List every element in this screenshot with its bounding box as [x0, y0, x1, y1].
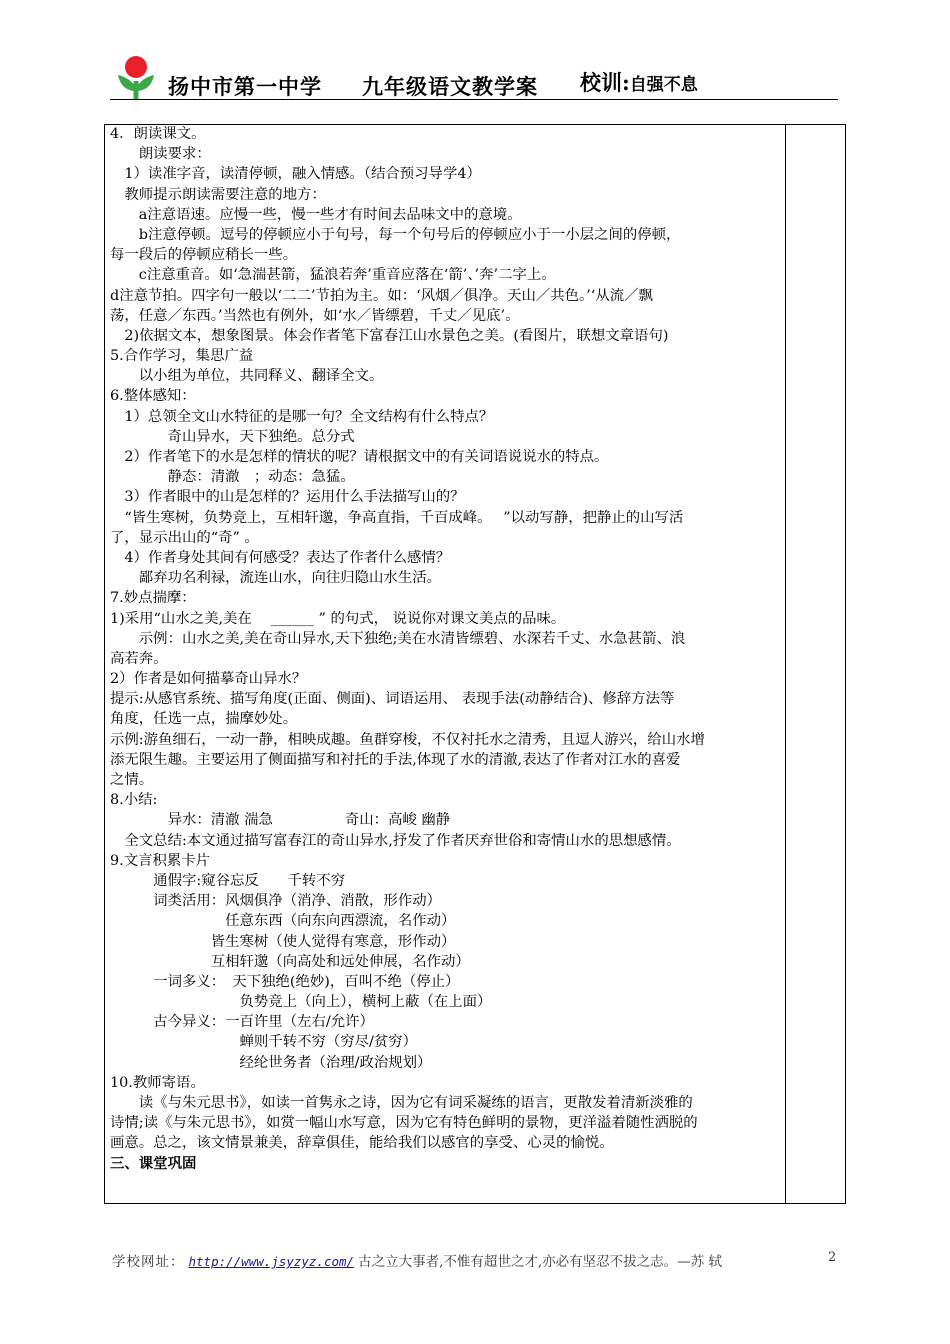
- content-line: 负势竞上（向上），横柯上蔽（在上面）: [110, 994, 492, 1011]
- content-line: 蝉则千转不穷（穷尽/贫穷）: [110, 1034, 418, 1051]
- content-line: 每一段后的停顿应稍长一些。: [110, 247, 298, 264]
- school-motto: [580, 67, 698, 97]
- header-divider: [110, 99, 838, 100]
- content-line: 1）读准字音，读清停顿，融入情感。（结合预习导学4）: [110, 166, 481, 183]
- content-line: 教师提示朗读需要注意的地方：: [110, 186, 326, 203]
- content-line: “皆生寒树，负势竞上，互相轩邈，争高直指，千百成峰。 ”以动写静，把静止的山写活: [110, 509, 684, 526]
- document-title: 九年级语文教学案: [362, 74, 538, 99]
- notes-column: [786, 124, 846, 1204]
- content-line: 皆生寒树（使人觉得有寒意，形作动）: [110, 933, 456, 950]
- content-line: 添无限生趣。主要运用了侧面描写和衬托的手法,体现了水的清澈,表达了作者对江水的喜爱: [110, 751, 681, 768]
- content-line: 之情。: [110, 772, 154, 788]
- content-line: 7.妙点揣摩：: [110, 590, 196, 607]
- content-line: 异水：清澈 湍急 奇山：高峻 幽静: [110, 812, 451, 829]
- content-line: 高若奔。: [110, 650, 168, 667]
- content-line: 2）作者是如何描摹奇山异水？: [110, 671, 307, 688]
- page-header: [110, 55, 840, 101]
- content-line: 示例:游鱼细石，一动一静，相映成趣。鱼群穿梭，不仅衬托水之清秀，且逗人游兴，给山水增: [110, 731, 705, 748]
- content-line: 1)采用“山水之美,美在 ______ ” 的句式， 说说你对课文美点的品味。: [110, 610, 566, 627]
- page-footer: [112, 1250, 852, 1270]
- content-line: 读《与朱元思书》，如读一首隽永之诗，因为它有词采凝练的语言，更散发着清新淡雅的: [110, 1095, 693, 1111]
- content-line: 荡，任意／东西。’当然也有例外，如‘水／皆缥碧，千丈／见底’。: [110, 307, 520, 324]
- content-line: 1）总领全文山水特征的是哪一句？全文结构有什么特点？: [110, 408, 494, 425]
- school-logo-icon: [114, 55, 158, 99]
- content-line: d注意节拍。四字句一般以‘二二’节拍为主。如：‘风烟／俱净。天山／共色。’‘从流／飘: [110, 287, 653, 304]
- content-line: 画意。总之，该文情景兼美，辞章俱佳，能给我们以感官的享受、心灵的愉悦。: [110, 1135, 614, 1152]
- content-line: 示例：山水之美,美在奇山异水,天下独绝;美在水清皆缥碧、水深若千丈、水急甚箭、浪: [110, 630, 686, 647]
- content-line: 经纶世务者（治理/政治规划）: [110, 1054, 432, 1071]
- content-line: 提示:从感官系统、描写角度(正面、侧面)、词语运用、 表现手法(动静结合)、修辞方法等: [110, 691, 675, 708]
- school-website-link[interactable]: http://www.jsyzyz.com/: [188, 1254, 355, 1269]
- lesson-content: [110, 124, 784, 1174]
- content-line: 2）作者笔下的水是怎样的情状的呢？请根据文中的有关词语说说水的特点。: [110, 449, 609, 465]
- content-line: 词类活用：风烟俱净（消净、消散，形作动）: [110, 893, 441, 910]
- footer-label: 学校网址：: [112, 1254, 185, 1270]
- content-line: 10.教师寄语。: [110, 1074, 205, 1091]
- content-line: 6.整体感知：: [110, 388, 196, 405]
- content-line: 角度，任选一点，揣摩妙处。: [110, 711, 298, 728]
- content-line: 任意东西（向东向西漂流，名作动）: [110, 913, 456, 930]
- content-line: 4）作者身处其间有何感受？表达了作者什么感情？: [110, 549, 451, 566]
- content-line: 奇山异水，天下独绝。总分式: [110, 428, 355, 445]
- content-line: 3）作者眼中的山是怎样的？运用什么手法描写山的？: [110, 489, 465, 506]
- content-line: 诗情;读《与朱元思书》，如赏一幅山水写意，因为它有特色鲜明的景物，更洋溢着随性洒脱的: [110, 1115, 698, 1132]
- section-heading: 三、课堂巩固: [110, 1154, 197, 1172]
- content-line: 了，显示出山的“奇” 。: [110, 529, 259, 546]
- content-line: 静态：清澈 ；动态：急猛。: [110, 469, 355, 486]
- content-line: b注意停顿。逗号的停顿应小于句号，每一个句号后的停顿应小于一小层之间的停顿，: [110, 226, 681, 243]
- content-line: 通假字:窥谷忘反 千转不穷: [110, 872, 346, 889]
- content-line: 古今异义：一百许里（左右/允许）: [110, 1014, 374, 1031]
- content-line: 4．朗读课文。: [110, 126, 206, 142]
- content-line: 鄙弃功名利禄，流连山水，向往归隐山水生活。: [110, 570, 441, 587]
- content-line: 互相轩邈（向高处和远处伸展，名作动）: [110, 953, 470, 970]
- content-line: 以小组为单位，共同释义、翻译全文。: [110, 368, 384, 385]
- motto-value: 自强不息: [629, 75, 698, 95]
- content-line: 一词多义： 天下独绝(绝妙)，百叫不绝（停止）: [110, 973, 460, 990]
- content-line: 5.合作学习，集思广益: [110, 348, 254, 365]
- footer-quote: 古之立大事者,不惟有超世之才,亦必有坚忍不拔之志。—苏 轼: [358, 1254, 722, 1270]
- content-line: 8.小结:: [110, 792, 158, 809]
- content-line: c注意重音。如‘急湍甚箭，猛浪若奔’重音应落在‘箭’、’奔’二字上。: [110, 267, 556, 284]
- content-line: 9.文言积累卡片: [110, 852, 211, 869]
- content-line: 2)依据文本，想象图景。体会作者笔下富春江山水景色之美。(看图片，联想文章语句): [110, 327, 669, 344]
- motto-label: 校训:: [580, 70, 630, 95]
- page-number: 2: [828, 1250, 837, 1265]
- content-line: 朗读要求：: [110, 146, 211, 163]
- school-name: 扬中市第一中学: [168, 74, 322, 99]
- content-line: a注意语速。应慢一些，慢一些才有时间去品味文中的意境。: [110, 206, 522, 223]
- content-line: 全文总结:本文通过描写富春江的奇山异水,抒发了作者厌弃世俗和寄情山水的思想感情。: [110, 832, 681, 849]
